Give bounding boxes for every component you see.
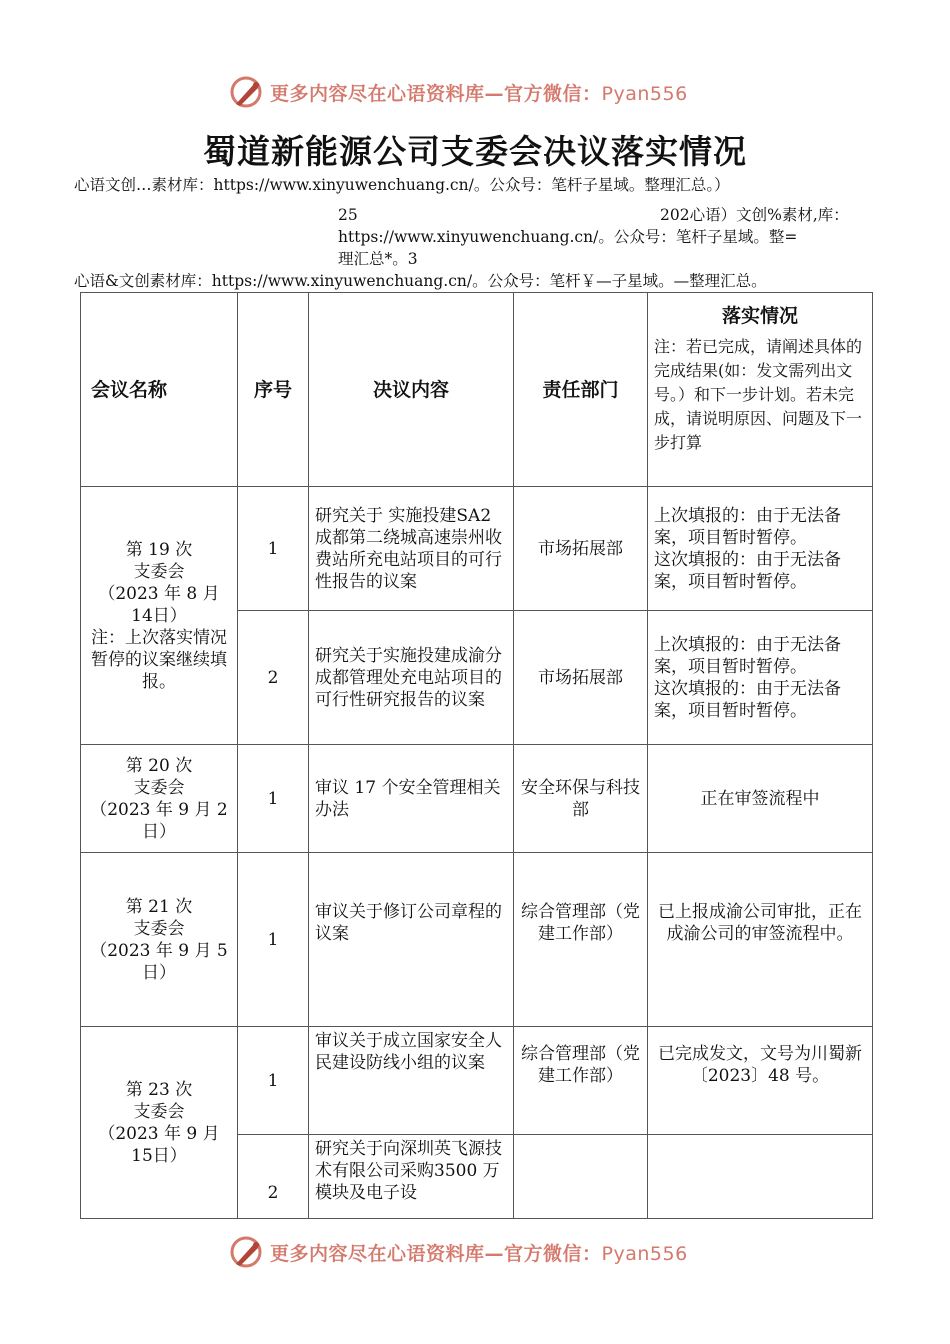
status-cell: 已上报成渝公司审批，正在成渝公司的审签流程中。 [648, 853, 873, 1027]
dept-cell [514, 1135, 648, 1219]
seq-cell: 1 [238, 487, 309, 611]
source-line-2b: 202心语）文创%素材,库： [660, 206, 849, 224]
dept-cell: 市场拓展部 [514, 611, 648, 745]
dept-cell: 市场拓展部 [514, 487, 648, 611]
banner-text: 更多内容尽在心语资料库—官方微信：Pyan556 [270, 1242, 688, 1265]
status-cell: 正在审签流程中 [648, 745, 873, 853]
seq-cell: 2 [238, 611, 309, 745]
banner-text: 更多内容尽在心语资料库—官方微信：Pyan556 [270, 82, 688, 105]
seq-cell: 1 [238, 745, 309, 853]
content-cell: 研究关于 实施投建SA2 成都第二绕城高速崇州收费站所充电站项目的可行性报告的议案 [309, 487, 514, 611]
header-status-title: 落实情况 [721, 305, 798, 327]
seq-cell: 1 [238, 853, 309, 1027]
status-cell: 上次填报的：由于无法备案，项目暂时暂停。 这次填报的：由于无法备案，项目暂时暂停。 [648, 611, 873, 745]
content-cell: 研究关于向深圳英飞源技术有限公司采购3500 万模块及电子设 [309, 1135, 514, 1219]
source-line-5: 心语&文创素材库：https://www.xinyuwenchuang.cn/。公众号：笔杆￥—子星域。—整理汇总。 [74, 272, 767, 290]
table-header-row [81, 293, 873, 487]
source-line-3: https://www.xinyuwenchuang.cn/。公众号：笔杆子星域。整= [338, 228, 798, 246]
meeting-cell: 第 23 次 支委会 （2023 年 9 月 15日） [81, 1027, 238, 1219]
footer-banner [228, 1232, 728, 1272]
header-dept: 责任部门 [514, 293, 648, 487]
pen-logo-icon [228, 1234, 264, 1270]
content-cell: 研究关于实施投建成渝分成都管理处充电站项目的可行性研究报告的议案 [309, 611, 514, 745]
status-cell: 已完成发文，文号为川蜀新〔2023〕48 号。 [648, 1027, 873, 1135]
table-row [81, 487, 873, 611]
banner-handle: Pyan556 [601, 1242, 688, 1265]
content-cell: 审议 17 个安全管理相关办法 [309, 745, 514, 853]
header-status [648, 293, 873, 487]
seq-cell: 2 [238, 1135, 309, 1219]
header-banner [228, 72, 728, 112]
meeting-cell: 第 19 次 支委会 （2023 年 8 月 14日） 注：上次落实情况暂停的议案继续填报。 [81, 487, 238, 745]
resolution-table [80, 292, 873, 1219]
table-row [81, 745, 873, 853]
status-cell [648, 1135, 873, 1219]
source-line-4: 理汇总*。3 [338, 250, 418, 268]
content-cell: 审议关于成立国家安全人民建设防线小组的议案 [309, 1027, 514, 1135]
page-title: 蜀道新能源公司支委会决议落实情况 [203, 132, 747, 171]
source-line-2a: 25 [338, 206, 358, 224]
header-status-note: 注：若已完成，请阐述具体的完成结果(如：发文需列出文号。）和下一步计划。若未完成，请说明原因、问题及下一步打算 [654, 337, 863, 452]
seq-cell: 1 [238, 1027, 309, 1135]
banner-handle: Pyan556 [601, 82, 688, 105]
content-cell: 审议关于修订公司章程的议案 [309, 853, 514, 1027]
header-seq: 序号 [238, 293, 309, 487]
header-content: 决议内容 [309, 293, 514, 487]
dept-cell: 安全环保与科技部 [514, 745, 648, 853]
table-row [81, 1027, 873, 1135]
status-cell: 上次填报的：由于无法备案，项目暂时暂停。 这次填报的：由于无法备案，项目暂时暂停。 [648, 487, 873, 611]
dept-cell: 综合管理部（党建工作部） [514, 1027, 648, 1135]
meeting-cell: 第 21 次 支委会 （2023 年 9 月 5日） [81, 853, 238, 1027]
source-line-1: 心语文创…素材库：https://www.xinyuwenchuang.cn/。公众号：笔杆子星域。整理汇总。） [74, 176, 730, 194]
meeting-cell: 第 20 次 支委会 （2023 年 9 月 2日） [81, 745, 238, 853]
dept-cell: 综合管理部（党建工作部） [514, 853, 648, 1027]
pen-logo-icon [228, 74, 264, 110]
table-row [81, 853, 873, 1027]
header-meeting: 会议名称 [81, 293, 238, 487]
